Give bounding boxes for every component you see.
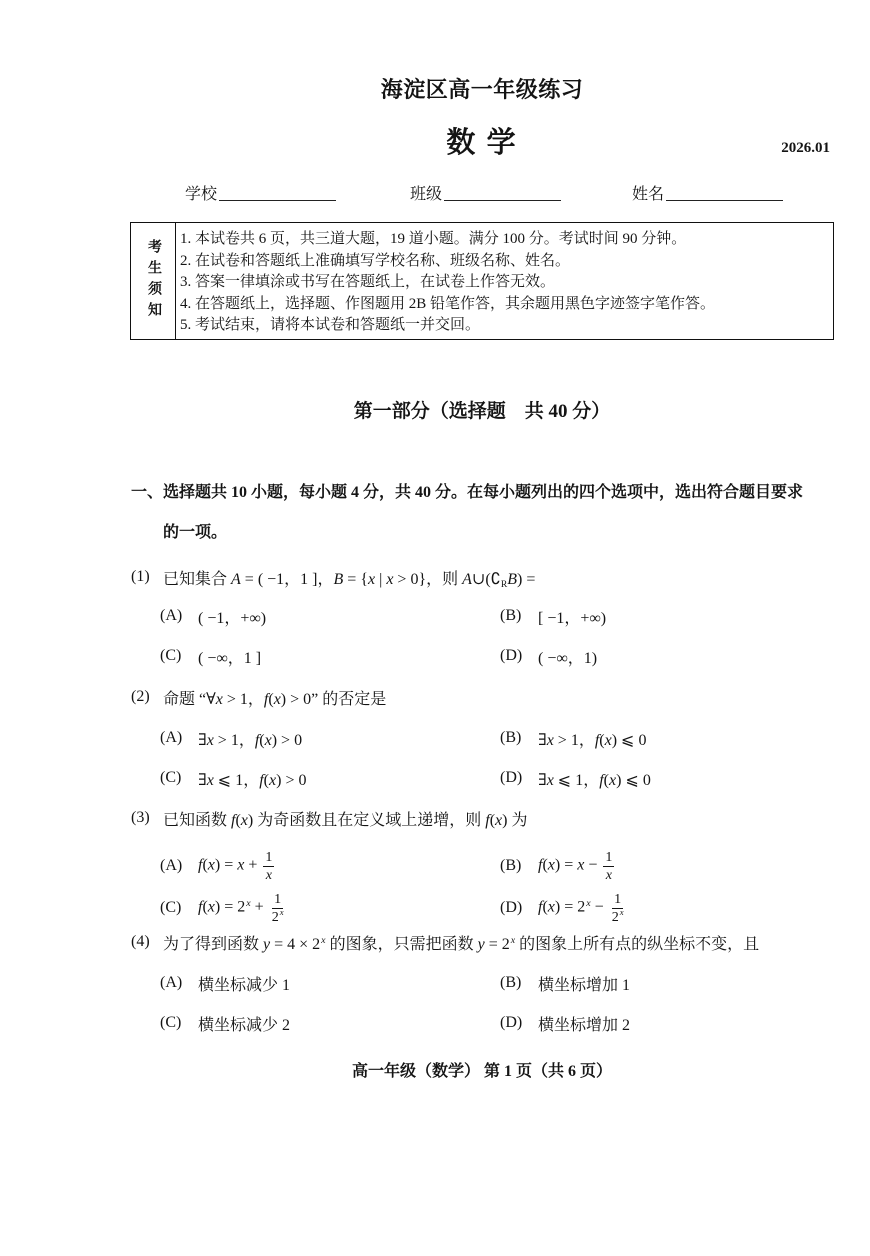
option-label: (D): [500, 899, 523, 916]
math-variable: x: [577, 856, 585, 874]
exam-title: 海淀区高一年级练习: [380, 77, 584, 102]
notice-item: 3. 答案一律填涂或书写在答题纸上，在试卷上作答无效。: [180, 274, 556, 291]
math-text: ) 为奇函数且在定义域上递增，则: [247, 811, 486, 829]
math-text: 已知集合: [163, 570, 232, 588]
option-text: [538, 849, 616, 882]
math-text: > 1，: [222, 690, 264, 708]
notice-items: [176, 223, 715, 339]
class-field: [410, 184, 561, 206]
fraction-denominator: [610, 909, 626, 925]
question-number: (4): [131, 933, 150, 950]
math-superscript: x: [510, 934, 516, 946]
math-variable: f: [231, 811, 236, 829]
question-number: (3): [131, 809, 150, 826]
math-text: (: [259, 731, 265, 749]
question-4-option-c: [160, 1011, 290, 1035]
math-text: ⩽ 1，: [213, 771, 260, 789]
class-blank-line: [444, 185, 561, 201]
math-text: (: [202, 856, 208, 874]
math-variable: f: [254, 731, 260, 749]
notice-item: 1. 本试卷共 6 页，共三道大题，19 道小题。满分 100 分。考试时间 90 分钟。: [180, 231, 687, 247]
option-label: (A): [160, 974, 183, 991]
math-text: 的图象上所有点的纵坐标不变，且: [515, 935, 760, 953]
option-label: (D): [500, 647, 523, 664]
math-text: = ( −1，1 ]，: [240, 570, 334, 588]
fraction-denominator: [270, 909, 286, 925]
question-3-option-d: [500, 888, 628, 928]
math-variable: x: [207, 856, 215, 874]
math-text: ) =: [517, 570, 536, 588]
question-4-option-d: [500, 1011, 630, 1035]
math-text: ) ⩽ 0: [616, 771, 651, 789]
math-variable: x: [609, 771, 617, 789]
math-variable: x: [240, 811, 248, 829]
notice-item: 4. 在答题纸上，选择题、作图题用 2B 铅笔作答，其余题用黑色字迹签字笔作答。: [180, 295, 716, 312]
math-variable: x: [269, 771, 277, 789]
math-text: 2: [271, 908, 279, 925]
math-text: 2: [611, 908, 619, 925]
math-text: (: [263, 771, 269, 789]
math-text: ) ⩽ 0: [611, 731, 647, 749]
option-text: [538, 645, 597, 668]
question-4-option-a: [160, 971, 290, 995]
math-text: ( −∞，1 ]: [198, 649, 262, 667]
option-label: (B): [500, 857, 522, 874]
math-text: > 0}，则: [393, 570, 463, 588]
math-text: 已知函数: [163, 811, 232, 829]
math-text: > 1，: [213, 731, 255, 749]
question-2-option-a: [160, 726, 302, 750]
math-superscript: x: [246, 897, 251, 909]
math-text: ) =: [554, 856, 578, 874]
math-variable: x: [368, 570, 376, 588]
fraction-numerator: [603, 849, 614, 866]
math-text: ∃: [538, 731, 547, 749]
option-label: (C): [160, 1014, 182, 1031]
math-variable: f: [594, 731, 600, 749]
math-variable: B: [333, 570, 344, 588]
math-text: (: [268, 690, 274, 708]
question-2-option-c: [160, 766, 306, 790]
question-1-option-b: [500, 604, 606, 628]
math-variable: x: [237, 856, 245, 874]
math-text: −: [590, 898, 608, 916]
option-text: [198, 767, 306, 790]
math-text: ) = 2: [214, 898, 246, 916]
math-text: ) > 0” 的否定是: [280, 690, 387, 708]
math-text: −: [584, 856, 602, 874]
exam-date: 2026.01: [781, 140, 830, 156]
option-text: [198, 849, 276, 882]
math-text: +: [250, 898, 268, 916]
question-3-option-a: [160, 846, 276, 886]
part-one-title: 第一部分（选择题 共 40 分）: [353, 401, 611, 422]
name-label: 姓名: [632, 186, 665, 203]
math-superscript: x: [279, 907, 284, 918]
math-variable: x: [206, 771, 214, 789]
math-variable: f: [538, 856, 543, 874]
question-number: (2): [131, 688, 150, 705]
notice-label-cell: [131, 223, 176, 339]
question-text: [163, 686, 386, 709]
school-blank-line: [219, 185, 336, 201]
math-variable: y: [477, 935, 485, 953]
fraction-numerator: [263, 849, 274, 866]
math-text: 1: [274, 891, 282, 908]
math-text: 横坐标增加 1: [538, 976, 631, 994]
math-text: ( −1，+∞): [198, 609, 267, 627]
math-text: |: [375, 570, 387, 588]
math-text: ) > 0: [276, 771, 307, 789]
math-text: [ −1，+∞): [538, 609, 607, 627]
option-label: (B): [500, 607, 522, 624]
math-variable: f: [259, 771, 264, 789]
math-variable: x: [547, 856, 555, 874]
question-number: (1): [131, 568, 150, 585]
math-text: ∃: [538, 771, 547, 789]
math-variable: x: [495, 811, 503, 829]
option-text: [198, 645, 261, 668]
school-field: [185, 184, 336, 206]
question-2-stem: [131, 686, 386, 708]
math-variable: f: [599, 771, 604, 789]
question-3-option-b: [500, 846, 616, 886]
math-text: (: [542, 898, 548, 916]
math-fraction: [610, 891, 626, 924]
notice-item: 2. 在试卷和答题纸上准确填写学校名称、班级名称、姓名。: [180, 252, 571, 269]
math-text: = 4 × 2: [270, 935, 321, 953]
option-label: (A): [160, 857, 183, 874]
option-label: (A): [160, 607, 183, 624]
math-variable: x: [605, 866, 613, 883]
math-text: ) = 2: [554, 898, 586, 916]
question-2-option-b: [500, 726, 646, 750]
math-fraction: [263, 849, 274, 882]
math-text: 为了得到函数: [163, 935, 264, 953]
math-variable: f: [538, 898, 543, 916]
math-text: 横坐标减少 2: [198, 1016, 291, 1034]
question-1-option-c: [160, 644, 261, 668]
math-text: (: [599, 731, 605, 749]
math-variable: x: [206, 731, 214, 749]
math-text: 横坐标减少 1: [198, 976, 291, 994]
question-1-stem: [131, 566, 535, 588]
math-superscript: x: [586, 897, 591, 909]
math-subscript: R: [500, 578, 508, 590]
option-text: [538, 767, 651, 790]
fraction-denominator: [264, 867, 274, 883]
math-text: ∃: [198, 731, 207, 749]
question-text: [163, 931, 759, 954]
question-text: [163, 807, 527, 830]
option-label: (B): [500, 729, 522, 746]
math-variable: f: [198, 856, 203, 874]
question-text: [163, 566, 535, 589]
page-footer: 高一年级（数学） 第 1 页（共 6 页）: [351, 1063, 612, 1080]
math-text: = {: [343, 570, 368, 588]
math-text: 1: [265, 849, 273, 866]
question-3-option-c: [160, 888, 288, 928]
math-superscript: x: [619, 907, 624, 918]
subject-title: 数 学: [446, 127, 518, 159]
math-variable: A: [231, 570, 241, 588]
math-text: ) 为: [502, 811, 528, 829]
math-fraction: [603, 849, 614, 882]
math-variable: x: [604, 731, 612, 749]
fraction-numerator: [272, 891, 283, 908]
math-fraction: [270, 891, 286, 924]
notice-item: 5. 考试结束，请将本试卷和答题纸一并交回。: [180, 317, 481, 334]
name-field: [632, 184, 783, 206]
math-variable: x: [546, 771, 554, 789]
question-4-stem: [131, 931, 759, 953]
option-label: (B): [500, 974, 522, 991]
option-text: [538, 972, 630, 995]
math-text: 横坐标增加 2: [538, 1016, 631, 1034]
math-text: > 1，: [553, 731, 595, 749]
math-variable: f: [263, 690, 269, 708]
option-text: [538, 891, 628, 924]
question-2-option-d: [500, 766, 651, 790]
option-label: (C): [160, 899, 182, 916]
math-text: 命题 “∀: [163, 690, 216, 708]
option-label: (D): [500, 1014, 523, 1031]
question-4-option-b: [500, 971, 630, 995]
option-label: (C): [160, 647, 182, 664]
name-blank-line: [666, 185, 783, 201]
math-variable: A: [462, 570, 472, 588]
math-text: (: [235, 811, 241, 829]
math-text: ) > 0: [271, 731, 303, 749]
math-variable: x: [546, 731, 554, 749]
math-text: ⩽ 1，: [553, 771, 600, 789]
math-text: ) =: [214, 856, 238, 874]
option-text: [538, 727, 646, 750]
class-label: 班级: [410, 186, 443, 203]
option-label: (D): [500, 769, 523, 786]
math-text: +: [244, 856, 262, 874]
math-text: 1: [605, 849, 613, 866]
option-label: (C): [160, 769, 182, 786]
question-1-option-d: [500, 644, 597, 668]
math-variable: x: [265, 866, 273, 883]
math-variable: B: [507, 570, 518, 588]
math-variable: x: [547, 898, 555, 916]
exam-notice-box: [130, 222, 834, 340]
math-variable: x: [207, 898, 215, 916]
math-variable: x: [273, 690, 281, 708]
math-variable: x: [386, 570, 394, 588]
math-text: ( −∞，1): [538, 649, 598, 667]
math-text: = 2: [484, 935, 510, 953]
math-text: 1: [614, 891, 622, 908]
fraction-numerator: [612, 891, 623, 908]
option-text: [198, 727, 302, 750]
math-variable: y: [263, 935, 271, 953]
math-variable: x: [215, 690, 223, 708]
math-variable: f: [198, 898, 203, 916]
math-text: (: [202, 898, 208, 916]
option-label: (A): [160, 729, 183, 746]
option-text: [198, 891, 288, 924]
math-text: ∃: [198, 771, 207, 789]
section-instructions-line-2: 的一项。: [163, 524, 228, 541]
section-instructions-line-1: 一、选择题共 10 小题，每小题 4 分，共 40 分。在每小题列出的四个选项中，选出符合题目要求: [131, 484, 804, 501]
option-text: [198, 1012, 290, 1035]
math-text: ∪(∁: [471, 570, 501, 588]
option-text: [198, 605, 266, 628]
math-text: (: [542, 856, 548, 874]
option-text: [538, 1012, 630, 1035]
option-text: [198, 972, 290, 995]
math-variable: f: [485, 811, 490, 829]
question-1-option-a: [160, 604, 266, 628]
question-3-stem: [131, 807, 527, 829]
option-text: [538, 605, 606, 628]
math-text: (: [489, 811, 496, 829]
fraction-denominator: [604, 867, 614, 883]
math-variable: x: [264, 731, 272, 749]
math-text: (: [603, 771, 609, 789]
math-text: 的图象，只需把函数: [325, 935, 478, 953]
notice-label: 考生须知: [146, 239, 161, 323]
school-label: 学校: [185, 186, 218, 203]
math-superscript: x: [321, 934, 326, 946]
